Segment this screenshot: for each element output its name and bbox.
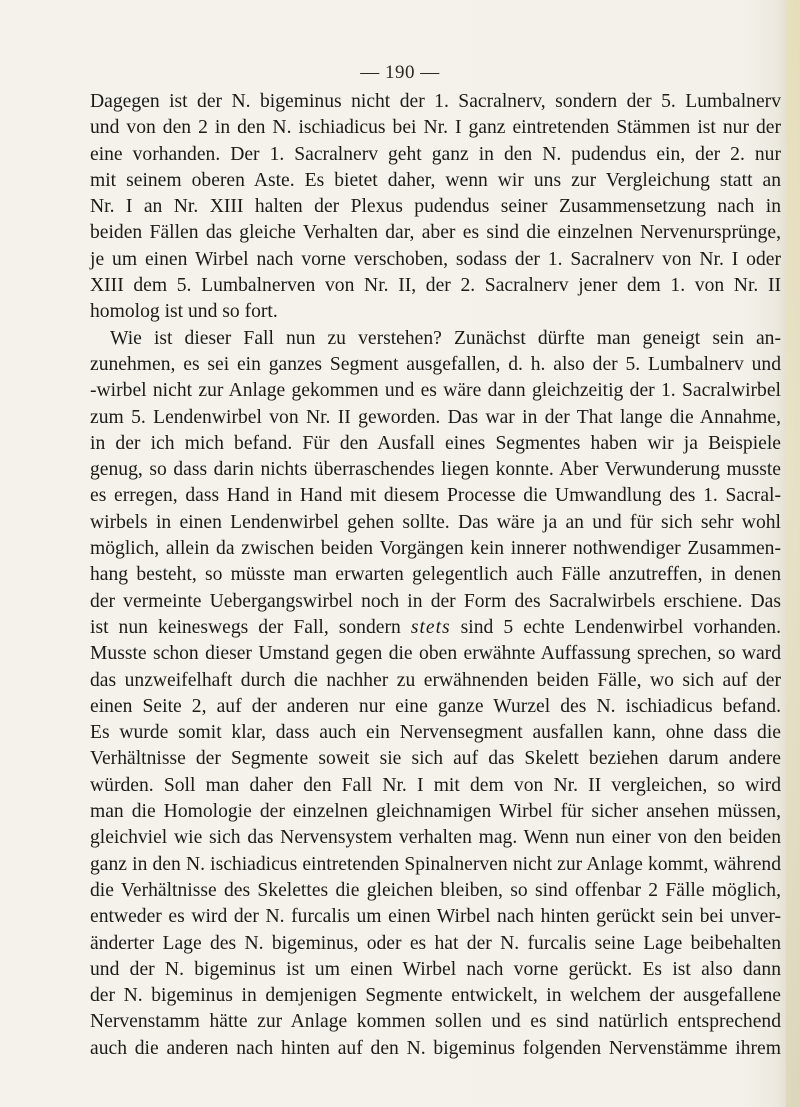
text-segment: ist nun keineswegs der Fall, sondern <box>90 616 411 638</box>
text-line: XIII dem 5. Lumbalnerven von Nr. II, der 2. Sacralnerv jener dem 1. von Nr. II <box>90 275 781 297</box>
text-line: hang besteht, so müsste man erwarten gelegentlich auch Fälle anzutreffen, in denen <box>90 564 781 586</box>
text-line: würden. Soll man daher den Fall Nr. I mit dem von Nr. II vergleichen, so wird <box>90 774 781 796</box>
body-text <box>90 89 781 1062</box>
text-line: Dagegen ist der N. bigeminus nicht der 1. Sacralnerv, sondern der 5. Lumbalnerv <box>90 91 781 112</box>
text-line: eine vorhanden. Der 1. Sacralnerv geht ganz in den N. pudendus ein, der 2. nur <box>90 143 781 165</box>
text-line: genug, so dass darin nichts überraschendes liegen konnte. Aber Verwunderung musste <box>90 459 781 481</box>
text-line: und von den 2 in den N. ischiadicus bei Nr. I ganz eintretenden Stämmen ist nur der <box>90 117 781 139</box>
text-line: Nervenstamm hätte zur Anlage kommen sollen und es sind natürlich entsprechend <box>90 1011 781 1033</box>
text-line: einen Seite 2, auf der anderen nur eine ganze Wurzel des N. ischiadicus befand. <box>90 695 781 717</box>
text-line: in der ich mich befand. Für den Ausfall eines Segmentes haben wir ja Beispiele <box>90 432 781 454</box>
text-line: homolog ist und so fort. <box>90 301 278 323</box>
text-line: das unzweifelhaft durch die nachher zu erwähnenden beiden Fälle, wo sich auf der <box>90 669 781 691</box>
text-line: der N. bigeminus in demjenigen Segmente entwickelt, in welchem der ausgefallene <box>90 985 781 1007</box>
text-line: ganz in den N. ischiadicus eintretenden Spinalnerven nicht zur Anlage kommt, während <box>90 853 781 875</box>
text-line: zum 5. Lendenwirbel von Nr. II geworden. Das war in der That lange die Annahme, <box>90 406 781 428</box>
text-line: Musste schon dieser Umstand gegen die oben erwähnte Auffassung sprechen, so ward <box>90 643 781 665</box>
text-line: gleichviel wie sich das Nervensystem verhalten mag. Wenn nun einer von den beiden <box>90 827 781 849</box>
text-line: und der N. bigeminus ist um einen Wirbel nach vorne gerückt. Es ist also dann <box>90 958 781 980</box>
text-line: entweder es wird der N. furcalis um einen Wirbel nach hinten gerückt sein bei unver- <box>90 906 781 928</box>
text-line: Wie ist dieser Fall nun zu verstehen? Zunächst dürfte man geneigt sein an- <box>110 327 781 349</box>
text-line: beiden Fällen das gleiche Verhalten dar, aber es sind die einzelnen Nervenursprünge, <box>90 222 781 244</box>
text-line: Verhältnisse der Segmente soweit sie sich auf das Skelett beziehen darum andere <box>90 748 781 770</box>
text-line: auch die anderen nach hinten auf den N. bigeminus folgenden Nervenstämme ihrem <box>90 1037 781 1059</box>
text-line: die Verhältnisse des Skelettes die gleichen bleiben, so sind offenbar 2 Fälle möglich, <box>90 879 781 901</box>
text-line: Es wurde somit klar, dass auch ein Nervensegment ausfallen kann, ohne dass die <box>90 722 781 744</box>
text-segment: sind 5 echte Lendenwirbel vorhanden. <box>450 616 781 638</box>
emphasis-word: stets <box>410 616 451 638</box>
text-line: der vermeinte Uebergangswirbel noch in der Form des Sacralwirbels erschiene. Das <box>90 590 781 612</box>
text-line: wirbels in einen Lendenwirbel gehen sollte. Das wäre ja an und für sich sehr wohl <box>90 511 781 533</box>
text-line: möglich, allein da zwischen beiden Vorgängen kein innerer nothwendiger Zusammen- <box>90 538 781 560</box>
text-line: zunehmen, es sei ein ganzes Segment ausgefallen, d. h. also der 5. Lumbalnerv und <box>90 353 781 375</box>
text-line-with-emphasis <box>90 615 781 641</box>
text-line: mit seinem oberen Aste. Es bietet daher, wenn wir uns zur Vergleichung statt an <box>90 169 781 191</box>
page-edge <box>786 0 800 1107</box>
text-line: Nr. I an Nr. XIII halten der Plexus pudendus seiner Zusammensetzung nach in <box>90 196 781 218</box>
text-line: man die Homologie der einzelnen gleichnamigen Wirbel für sicher ansehen müssen, <box>90 801 781 823</box>
text-line: änderter Lage des N. bigeminus, oder es hat der N. furcalis seine Lage beibehalten <box>90 932 781 954</box>
page-number: — 190 — <box>360 62 440 83</box>
text-line: je um einen Wirbel nach vorne verschoben, sodass der 1. Sacralnerv von Nr. I oder <box>90 248 781 270</box>
text-line: -wirbel nicht zur Anlage gekommen und es wäre dann gleichzeitig der 1. Sacralwirbel <box>90 380 781 402</box>
text-line: es erregen, dass Hand in Hand mit diesem Processe die Umwandlung des 1. Sacral- <box>90 485 781 507</box>
